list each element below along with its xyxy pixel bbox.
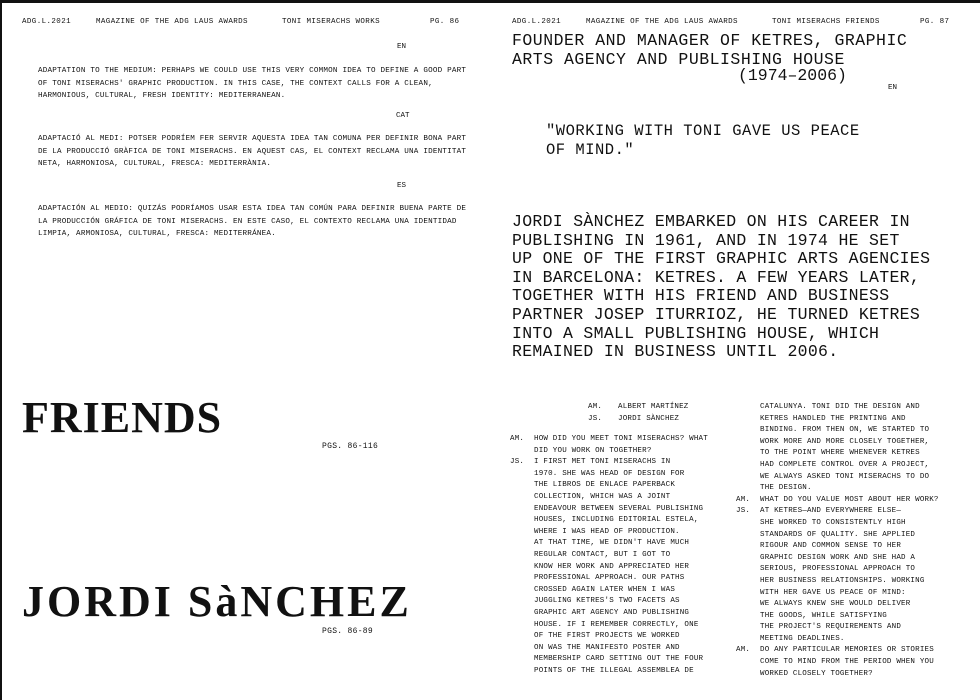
- interview-line: THE DESIGN.: [760, 484, 812, 493]
- interview-line: MEMBERSHIP CARD SETTING OUT THE FOUR: [534, 655, 704, 664]
- header-page-number: PG. 86: [430, 18, 460, 26]
- interview-line: HOW DID YOU MEET TONI MISERACHS? WHAT: [534, 435, 708, 443]
- profile-title-line: ARTS AGENCY AND PUBLISHING HOUSE: [512, 50, 845, 69]
- interview-line: THE PROJECT'S REQUIREMENTS AND: [760, 623, 902, 632]
- pull-quote-line: "WORKING WITH TONI GAVE US PEACE: [546, 122, 860, 140]
- intro-line: PUBLISHING IN 1961, AND IN 1974 HE SET: [512, 230, 900, 250]
- interview-line: HER BUSINESS RELATIONSHIPS. WORKING: [760, 576, 925, 585]
- interview-speaker: JS.: [510, 458, 525, 467]
- interview-text: [534, 434, 732, 457]
- speaker-name: JORDI SÀNCHEZ: [618, 414, 680, 423]
- interview-line: 1970. SHE WAS HEAD OF DESIGN FOR: [534, 469, 685, 478]
- interview-column-2: [736, 402, 968, 680]
- lang-label-es: ES: [397, 182, 407, 190]
- interview-line: MEETING DEADLINES.: [760, 634, 845, 643]
- interview-line: DO ANY PARTICULAR MEMORIES OR STORIES: [760, 646, 934, 655]
- interview-text: [534, 457, 732, 677]
- interview-line: COME TO MIND FROM THE PERIOD WHEN YOU: [760, 658, 934, 667]
- interview-line: GRAPHIC DESIGN WORK AND SHE HAD A: [760, 553, 916, 562]
- interview-line: JUGGLING KETRES'S TWO FACETS AS: [534, 597, 680, 606]
- interview-line: KETRES HANDLED THE PRINTING AND: [760, 414, 906, 423]
- interview-entry: [736, 506, 968, 645]
- right-page: [490, 0, 980, 700]
- intro-paragraph: [512, 213, 930, 362]
- pull-quote-line: OF MIND.": [546, 141, 635, 159]
- intro-line: INTO A SMALL PUBLISHING HOUSE, WHICH: [512, 323, 880, 343]
- interview-line: CROSSED AGAIN LATER WHEN I WAS: [534, 585, 676, 594]
- interview-speaker: JS.: [736, 507, 751, 516]
- interview-line: GRAPHIC ART AGENCY AND PUBLISHING: [534, 608, 690, 617]
- interview-line: AT THAT TIME, WE DIDN'T HAVE MUCH: [534, 539, 690, 548]
- interview-line: WORK MORE AND MORE CLOSELY TOGETHER,: [760, 437, 930, 446]
- interview-line: ON WAS THE MANIFESTO POSTER AND: [534, 643, 680, 652]
- profile-title: [512, 31, 907, 69]
- interview-line: AT KETRES—AND EVERYWHERE ELSE—: [760, 507, 902, 516]
- interview-entry: [736, 495, 968, 507]
- interview-line: THE LIBROS DE ENLACE PAPERBACK: [534, 481, 676, 490]
- interview-line: PROFESSIONAL APPROACH. OUR PATHS: [534, 574, 685, 583]
- intro-line: TOGETHER WITH HIS FRIEND AND BUSINESS: [512, 286, 890, 306]
- profile-title-line: FOUNDER AND MANAGER OF KETRES, GRAPHIC: [512, 31, 908, 50]
- intro-line: PARTNER JOSEP ITURRIOZ, HE TURNED KETRES: [512, 304, 921, 324]
- header-magazine: MAGAZINE OF THE ADG LAUS AWARDS: [586, 18, 738, 26]
- interview-line: HOUSE. IF I REMEMBER CORRECTLY, ONE: [534, 620, 699, 629]
- interview-line: WHERE I WAS HEAD OF PRODUCTION.: [534, 527, 680, 536]
- interview-line: TO THE POINT WHERE WHENEVER KETRES: [760, 449, 920, 458]
- interview-text: [760, 402, 968, 495]
- lang-label-en: EN: [397, 43, 407, 51]
- interview-speaker: AM.: [736, 495, 751, 504]
- interview-text: [760, 645, 968, 680]
- speaker-name: ALBERT MARTÍNEZ: [618, 403, 689, 411]
- interview-line: WE ALWAYS ASKED TONI MISERACHS TO DO: [760, 472, 930, 481]
- intro-line: IN BARCELONA: KETRES. A FEW YEARS LATER,: [512, 267, 921, 287]
- intro-line: JORDI SÀNCHEZ EMBARKED ON HIS CAREER IN: [512, 212, 910, 231]
- interview-line: WORKED CLOSELY TOGETHER?: [760, 669, 873, 678]
- interview-entry: [510, 457, 732, 677]
- interview-entry: [736, 645, 968, 680]
- friends-title: FRIENDS: [22, 393, 223, 442]
- interview-line: ENDEAVOUR BETWEEN SEVERAL PUBLISHING: [534, 504, 704, 513]
- paragraph-en: ADAPTATION TO THE MEDIUM: PERHAPS WE COULD USE THIS VERY COMMON IDEA TO DEFINE A GOOD PART OF TONI MISERACHS' GRAPHIC PRODUCTION. IN THIS CASE, THE CONTEXT CALLS FOR A CLEAN, HARMONIOUS, CULTURAL, FRESH IDENTITY: MEDITERRANEAN.: [38, 67, 467, 101]
- header-page-number: PG. 87: [920, 18, 950, 26]
- header-code: ADG.L.2021: [22, 18, 72, 26]
- pull-quote: [546, 122, 860, 160]
- interview-line: THE GOODS, WHILE SATISFYING: [760, 611, 887, 620]
- paragraph-es: ADAPTACIÓN AL MEDIO: QUIZÁS PODRÍAMOS USAR ESTA IDEA TAN COMÚN PARA DEFINIR BUENA PARTE DE LA PRODUCCIÓN GRÁFICA DE TONI MISERACHS. EN ESTE CASO, EL CONTEXTO RECLAMA UNA IDENTIDAD LIMPIA, ARMONIOSA, CULTURAL, FRESCA: MEDITERRÁNEA.: [38, 205, 467, 239]
- friends-pages: PGS. 86-116: [322, 442, 379, 451]
- interview-line: SERIOUS, PROFESSIONAL APPROACH TO: [760, 565, 916, 574]
- profile-dates: (1974–2006): [738, 66, 847, 85]
- interview-line: SHE WORKED TO CONSISTENTLY HIGH: [760, 518, 906, 527]
- interview-line: HAD COMPLETE CONTROL OVER A PROJECT,: [760, 460, 930, 469]
- interview-entry: [510, 434, 732, 457]
- interview-speaker: AM.: [510, 435, 525, 443]
- paragraph-cat: ADAPTACIÓ AL MEDI: POTSER PODRÍEM FER SERVIR AQUESTA IDEA TAN COMUNA PER DEFINIR BONA PART DE LA PRODUCCIÓ GRÀFICA DE TONI MISERACHS. EN AQUEST CAS, EL CONTEXT RECLAMA UNA IDENTITAT NETA, HARMONIOSA, CULTURAL, FRESCA: MEDITERRÀNIA.: [38, 135, 467, 169]
- lang-label-cat: CAT: [396, 112, 410, 120]
- header-section: TONI MISERACHS FRIENDS: [772, 18, 880, 26]
- interview-line: POINTS OF THE ILLEGAL ASSEMBLEA DE: [534, 666, 694, 675]
- interview-speaker: [736, 402, 760, 495]
- header-magazine: MAGAZINE OF THE ADG LAUS AWARDS: [96, 18, 248, 26]
- speaker-row: [588, 402, 689, 414]
- interview-line: COLLECTION, WHICH WAS A JOINT: [534, 492, 671, 501]
- interview-text: [760, 495, 968, 507]
- interview-column-1: [510, 434, 732, 677]
- intro-line: REMAINED IN BUSINESS UNTIL 2006.: [512, 342, 839, 362]
- interview-line: WHAT DO YOU VALUE MOST ABOUT HER WORK?: [760, 495, 939, 504]
- interview-text: [760, 506, 968, 645]
- speaker-row: [588, 414, 689, 426]
- header-section: TONI MISERACHS WORKS: [282, 18, 381, 26]
- interview-line: RIGOUR AND COMMON SENSE TO HER: [760, 542, 902, 551]
- interview-line: STANDARDS OF QUALITY. SHE APPLIED: [760, 530, 916, 539]
- interview-line: OF THE FIRST PROJECTS WE WORKED: [534, 632, 680, 641]
- interview-line: DID YOU WORK ON TOGETHER?: [534, 446, 652, 455]
- speaker-code: JS.: [588, 414, 603, 423]
- interview-line: BINDING. FROM THEN ON, WE STARTED TO: [760, 426, 930, 435]
- speaker-key: [588, 402, 689, 425]
- header-code: ADG.L.2021: [512, 18, 562, 26]
- name-title: JORDI SàNCHEZ: [22, 577, 412, 626]
- lang-label-en: EN: [888, 84, 898, 92]
- interview-speaker: AM.: [736, 646, 751, 655]
- name-pages: PGS. 86-89: [322, 627, 374, 636]
- interview-entry: [736, 402, 968, 495]
- interview-line: WE ALWAYS KNEW SHE WOULD DELIVER: [760, 600, 911, 609]
- interview-line: WITH HER GAVE US PEACE OF MIND:: [760, 588, 906, 597]
- speaker-code: AM.: [588, 403, 603, 411]
- interview-line: I FIRST MET TONI MISERACHS IN: [534, 458, 671, 467]
- interview-line: HOUSES, INCLUDING EDITORIAL ESTELA,: [534, 516, 699, 525]
- intro-line: UP ONE OF THE FIRST GRAPHIC ARTS AGENCIES: [512, 249, 931, 269]
- interview-line: CATALUNYA. TONI DID THE DESIGN AND: [760, 403, 920, 411]
- interview-line: REGULAR CONTACT, BUT I GOT TO: [534, 550, 671, 559]
- interview-line: KNOW HER WORK AND APPRECIATED HER: [534, 562, 690, 571]
